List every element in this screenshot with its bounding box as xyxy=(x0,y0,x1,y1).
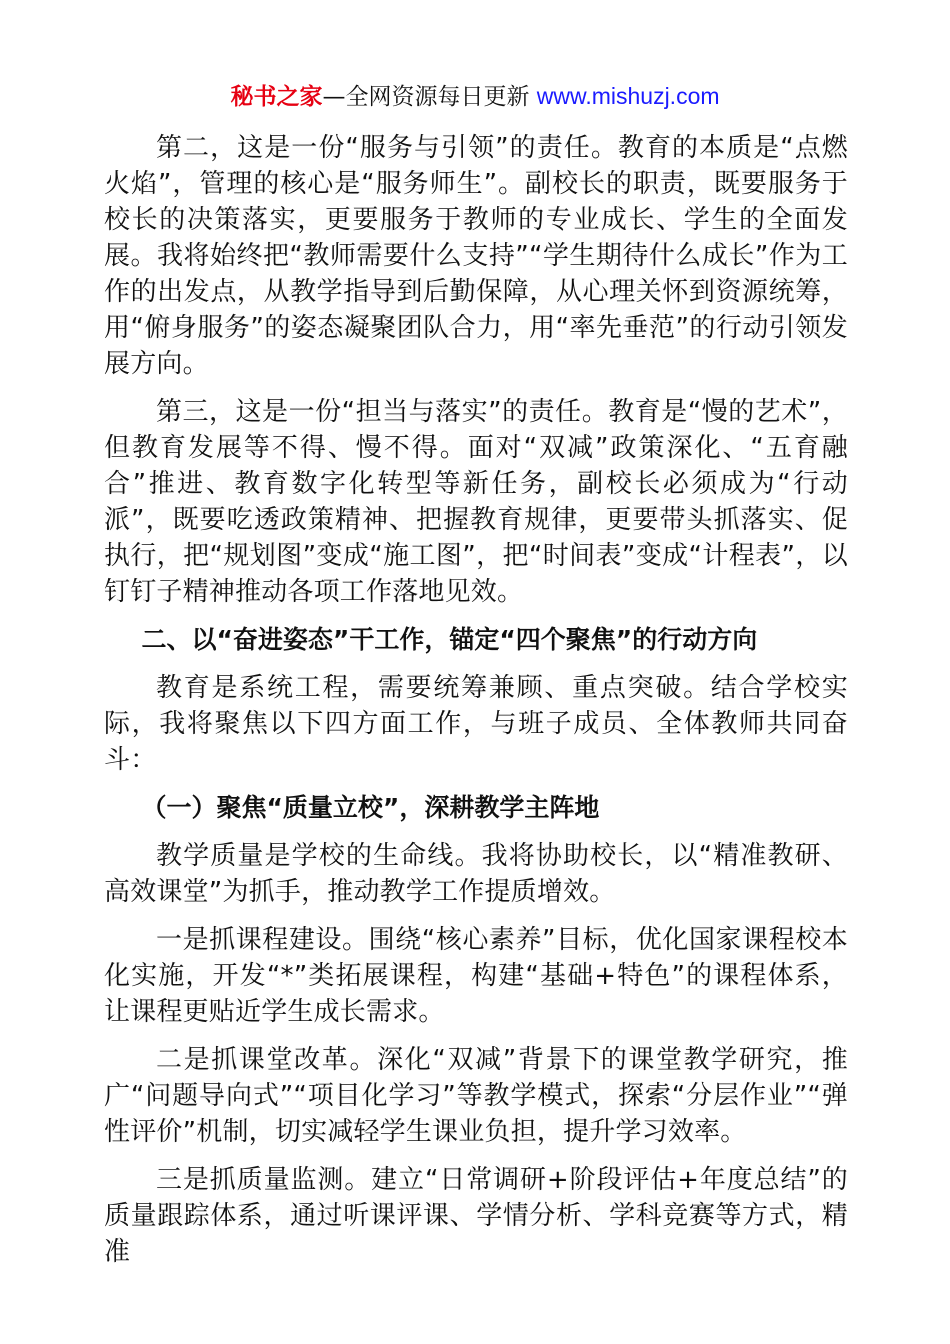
subsection-heading-one: （一）聚焦“质量立校”，深耕教学主阵地 xyxy=(141,793,600,822)
site-url-link[interactable]: www.mishuzj.com xyxy=(536,83,720,109)
paragraph-section-intro: 教育是系统工程，需要统筹兼顾、重点突破。结合学校实际，我将聚焦以下四方面工作，与班子成员、全体教师共同奋斗： xyxy=(104,673,848,775)
site-brand: 秘书之家 xyxy=(230,84,323,110)
paragraph-curriculum: 一是抓课程建设。围绕“核心素养”目标，优化国家课程校本化实施，开发“*”类拓展课程，构建“基础+特色”的课程体系，让课程更贴近学生成长需求。 xyxy=(104,925,848,1027)
document-body xyxy=(104,130,848,1282)
paragraph-responsibility-action: 第三，这是一份“担当与落实”的责任。教育是“慢的艺术”，但教育发展等不得、慢不得。面对“双减”政策深化、“五育融合”推进、教育数字化转型等新任务，副校长必须成为“行动派”，既要吃透政策精神、把握教育规律，更要带头抓落实、促执行，把“规划图”变成“施工图”，把“时间表”变成“计程表”，以钉钉子精神推动各项工作落地见效。 xyxy=(104,397,848,607)
section-heading-two: 二、以“奋进姿态”干工作，锚定“四个聚焦”的行动方向 xyxy=(141,625,758,654)
paragraph-quality-monitoring: 三是抓质量监测。建立“日常调研+阶段评估+年度总结”的质量跟踪体系，通过听课评课、学情分析、学科竞赛等方式，精准 xyxy=(104,1165,848,1267)
paragraph-quality-intro: 教学质量是学校的生命线。我将协助校长，以“精准教研、高效课堂”为抓手，推动教学工作提质增效。 xyxy=(104,841,848,907)
site-slogan: —全网资源每日更新 xyxy=(322,84,537,110)
paragraph-responsibility-service: 第二，这是一份“服务与引领”的责任。教育的本质是“点燃火焰”，管理的核心是“服务师生”。副校长的职责，既要服务于校长的决策落实，更要服务于教师的专业成长、学生的全面发展。我将始终把“教师需要什么支持”“学生期待什么成长”作为工作的出发点，从教学指导到后勤保障，从心理关怀到资源统筹，用“俯身服务”的姿态凝聚团队合力，用“率先垂范”的行动引领发展方向。 xyxy=(104,133,848,379)
site-header xyxy=(0,80,950,113)
paragraph-classroom-reform: 二是抓课堂改革。深化“双减”背景下的课堂教学研究，推广“问题导向式”“项目化学习”等教学模式，探索“分层作业”“弹性评价”机制，切实减轻学生课业负担，提升学习效率。 xyxy=(104,1045,848,1147)
